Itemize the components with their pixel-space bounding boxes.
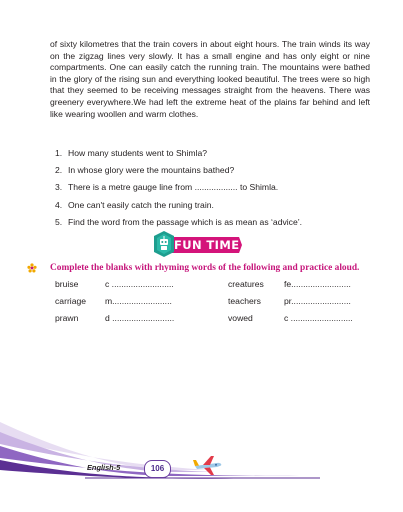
question-number: 3. [55,182,63,193]
question-number: 1. [55,148,63,158]
rhyme-row [55,279,375,296]
rhyme-blank: c .......................... [105,279,174,289]
question-list [55,148,375,234]
task-instruction: Complete the blanks with rhyming words of the following and practice aloud. [50,263,360,273]
rhyme-blank: pr......................... [284,296,351,307]
question-text: There is a metre gauge line from .................. to Shimla. [68,182,279,193]
question-number: 5. [55,216,63,227]
question-item [55,182,375,199]
rhyme-word: prawn [55,313,79,324]
question-text: One can't easily catch the runing train. [68,199,214,210]
fun-time-header [150,231,250,257]
question-text: How many students went to Shimla? [68,148,207,158]
rhyme-blank: fe......................... [284,279,351,289]
flower-bullet-icon [27,263,37,273]
question-item [55,165,375,182]
book-title: English-5 [87,463,121,472]
robot-badge-icon [154,231,174,257]
question-text: In whose glory were the mountains bathed? [68,165,235,176]
rhyme-table [55,279,375,331]
question-number: 4. [55,199,63,210]
rhyme-word: teachers [228,296,261,307]
rhyme-task [27,263,387,273]
rhyme-row [55,313,375,330]
question-item [55,148,375,165]
rhyme-blank: c .......................... [284,313,353,324]
question-item [55,200,375,217]
rhyme-row [55,296,375,313]
rhyme-word: carriage [55,296,87,307]
fun-time-title: FUN TIME [174,238,240,252]
question-text: Find the word from the passage which is as mean as ‘advice’. [68,216,303,227]
rhyme-blank: m......................... [105,296,172,307]
passage-text: of sixty kilometres that the train covers in about eight hours. The train winds its way on the zigzag lines very slowly. It has a small engine and has only eight or nine compartments. One can easily catch the running train. The mountains were bathed in the glory of the rising sun and everything looked beautiful. The trees were so high that they seemed to be receiving messages straight from the heavens. There was greenery everywhere.We had left the extreme heat of the plains far behind and left like wearing woollen and warm clothes. [50,39,370,119]
rhyme-blank: d .......................... [105,313,175,324]
question-number: 2. [55,165,63,176]
rhyme-word: vowed [228,313,253,324]
airplane-icon [193,454,223,476]
page-number: 106 [144,460,171,478]
rhyme-word: creatures [228,279,264,289]
rhyme-word: bruise [55,279,79,289]
